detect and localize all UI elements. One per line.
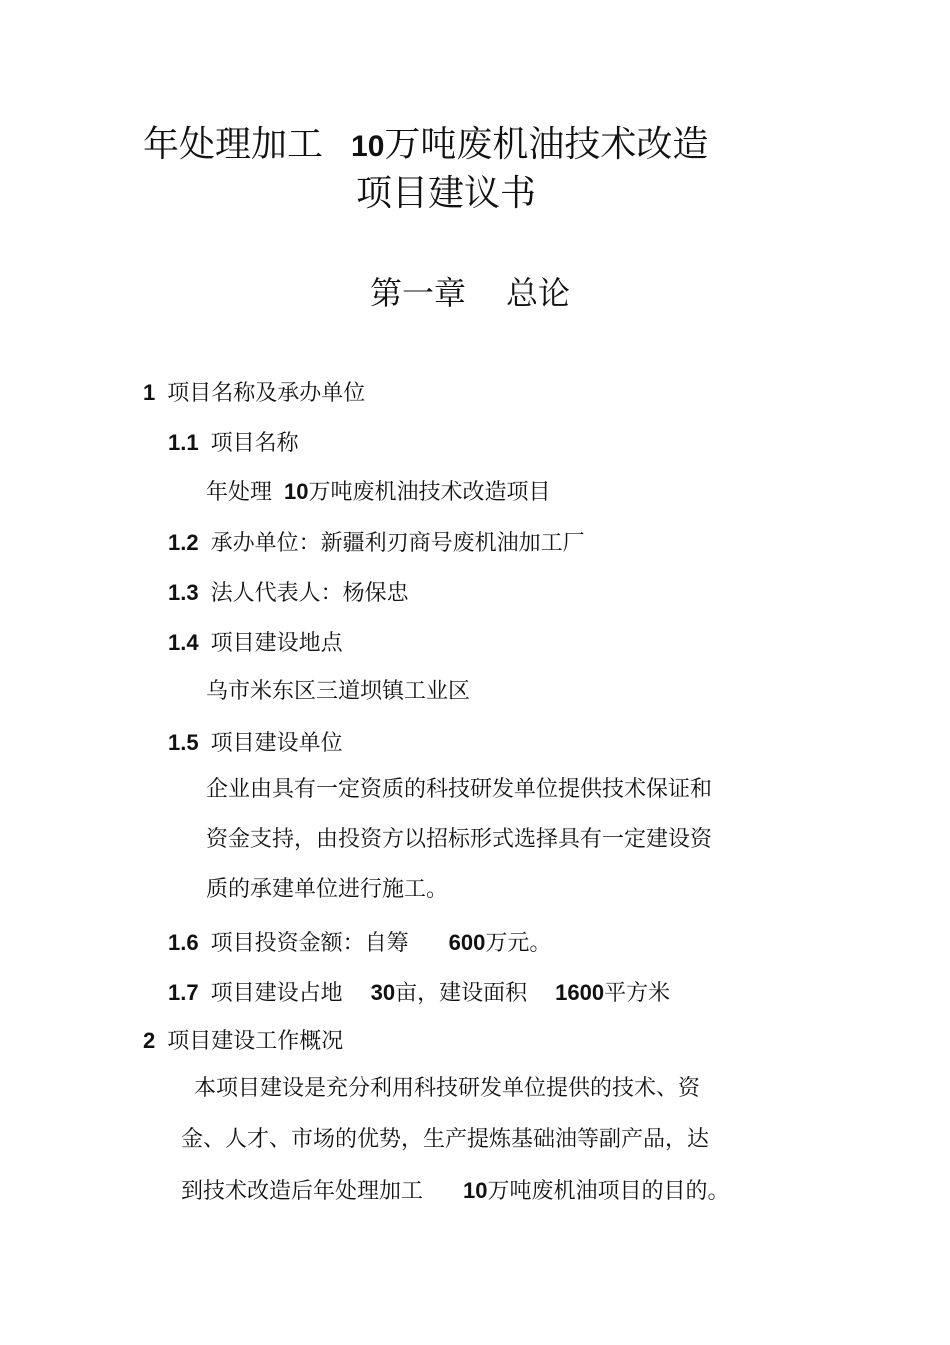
item-text: 项目建设占地: [210, 981, 343, 1006]
section-2-para-line-2: [181, 1129, 709, 1151]
chapter-number: 第一章: [370, 274, 467, 312]
unit-desc-text: 企业由具有一定资质的科技研发单位提供技术保证和: [206, 777, 713, 802]
item-number: 1.4: [168, 630, 199, 655]
title-line2-text: 项目建议书: [356, 173, 537, 214]
section-2-title: 项目建设工作概况: [167, 1029, 344, 1054]
item-text: 项目投资金额：自筹: [210, 931, 409, 956]
investment-unit: 万元。: [485, 931, 552, 956]
item-1-3: [168, 582, 409, 605]
section-2-para-line-3: [181, 1180, 730, 1203]
section-1-number: 1: [143, 380, 156, 405]
section-1-title: 项目名称及承办单位: [167, 381, 366, 406]
item-text: 项目名称: [210, 431, 299, 456]
unit-desc-text: 资金支持，由投资方以招标形式选择具有一定建设资: [206, 827, 713, 852]
document-title-line1: [143, 124, 709, 165]
section-2-heading: [143, 1030, 343, 1053]
location-text: [206, 681, 470, 703]
title-suffix: 万吨废机油技术改造: [384, 124, 709, 165]
item-1-7: [168, 982, 670, 1005]
item-number: 1.6: [168, 930, 199, 955]
unit-desc-text: 质的承建单位进行施工。: [206, 877, 449, 902]
chapter-name: 总论: [506, 274, 571, 312]
chapter-heading: [370, 274, 571, 312]
item-1-6: [168, 932, 551, 955]
section-2-para-line-1: [194, 1078, 700, 1100]
item-1-4: [168, 632, 343, 655]
item-text: 法人代表人：杨保忠: [210, 581, 409, 606]
unit-desc-line-3: [206, 879, 448, 901]
item-1-5: [168, 732, 343, 755]
build-area: 1600: [555, 980, 605, 1005]
section-2-number: 2: [143, 1028, 156, 1053]
item-number: 1.5: [168, 730, 199, 755]
location-value: 乌市米东区三道坝镇工业区: [206, 679, 471, 704]
item-number: 1.2: [168, 530, 199, 555]
unit-desc-line-2: [206, 829, 712, 851]
unit-desc-line-1: [206, 779, 712, 801]
item-number: 1.7: [168, 980, 199, 1005]
section-1-heading: [143, 382, 365, 405]
capacity-number: 10: [463, 1178, 488, 1203]
paragraph-text: 本项目建设是充分利用科技研发单位提供的技术、资: [194, 1076, 701, 1101]
title-number: 10: [351, 130, 385, 163]
document-title-line2: [356, 173, 537, 214]
project-name-prefix: 年处理: [206, 480, 273, 505]
item-text: 项目建设单位: [210, 731, 343, 756]
item-text: 承办单位：新疆利刃商号废机油加工厂: [210, 531, 585, 556]
item-1-1: [168, 432, 299, 455]
item-number: 1.3: [168, 580, 199, 605]
item-text: 项目建设地点: [210, 631, 343, 656]
paragraph-text: 到技术改造后年处理加工: [181, 1179, 424, 1204]
investment-amount: 600: [448, 930, 486, 955]
land-area: 30: [370, 980, 396, 1005]
item-1-2: [168, 532, 585, 555]
build-area-unit: 平方米: [604, 981, 671, 1006]
project-name-number: 10: [284, 479, 309, 504]
land-area-unit: 亩，建设面积: [395, 981, 528, 1006]
paragraph-text: 金、人才、市场的优势，生产提炼基础油等副产品，达: [181, 1127, 710, 1152]
project-name-text: [206, 481, 551, 504]
paragraph-text: 万吨废机油项目的目的。: [487, 1179, 730, 1204]
item-number: 1.1: [168, 430, 199, 455]
project-name-suffix: 万吨废机油技术改造项目: [308, 480, 551, 505]
title-prefix: 年处理加工: [143, 124, 324, 165]
